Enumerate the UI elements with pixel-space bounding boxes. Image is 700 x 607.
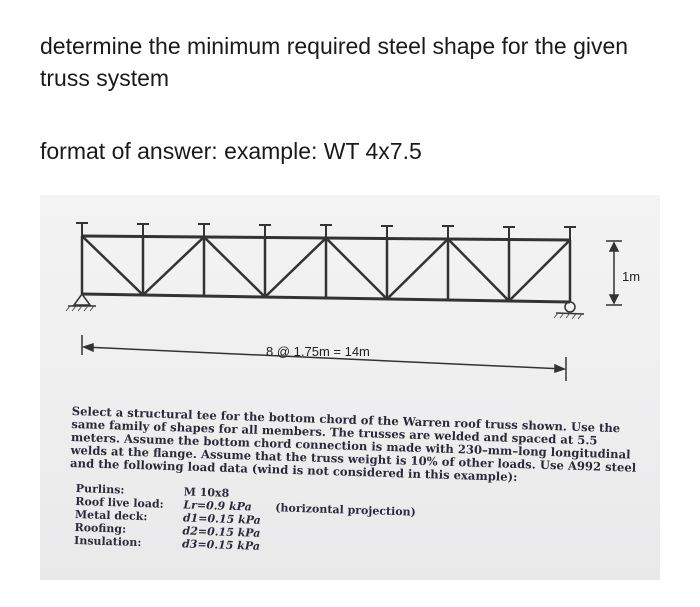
load-value: d1=0.15 kPa — [182, 511, 262, 527]
load-label: Roof live load: — [75, 494, 164, 511]
depth-dimension — [606, 241, 622, 305]
load-value: d3=0.15 kPa — [181, 537, 261, 553]
load-label: Purlins: — [75, 482, 125, 497]
question-text: determine the minimum required steel shape for the given truss system — [40, 33, 629, 91]
load-table — [74, 482, 416, 558]
load-label: Insulation: — [73, 533, 142, 550]
load-value: d2=0.15 kPa — [182, 524, 261, 540]
span-label: 8 @ 1.75m = 14m — [266, 344, 370, 359]
load-value: M 10x8 — [183, 485, 230, 500]
load-label: Roofing: — [74, 520, 127, 536]
problem-photo — [40, 195, 660, 580]
right-support — [554, 302, 584, 319]
depth-label: 1m — [622, 269, 641, 284]
truss-verticals — [82, 236, 570, 302]
load-label: Metal deck: — [74, 507, 148, 524]
load-value: Lr=0.9 kPa — [183, 498, 252, 514]
load-note: (horizontal projection) — [275, 501, 417, 519]
left-support — [66, 294, 96, 311]
answer-format-text: format of answer: example: WT 4x7.5 — [40, 138, 422, 164]
problem-statement: Select a structural tee for the bottom chord of the Warren roof truss shown. Use the same family of shapes for all members. The trusses are welded and spaced at 5.5 meters. Assume the bottom chord connection is made with 230–mm–long longitudinal welds at the flange. Assume that the truss weight is 10% of other loads. Use A992 steel and the following load data (wind is not considered in this example): — [69, 404, 637, 485]
